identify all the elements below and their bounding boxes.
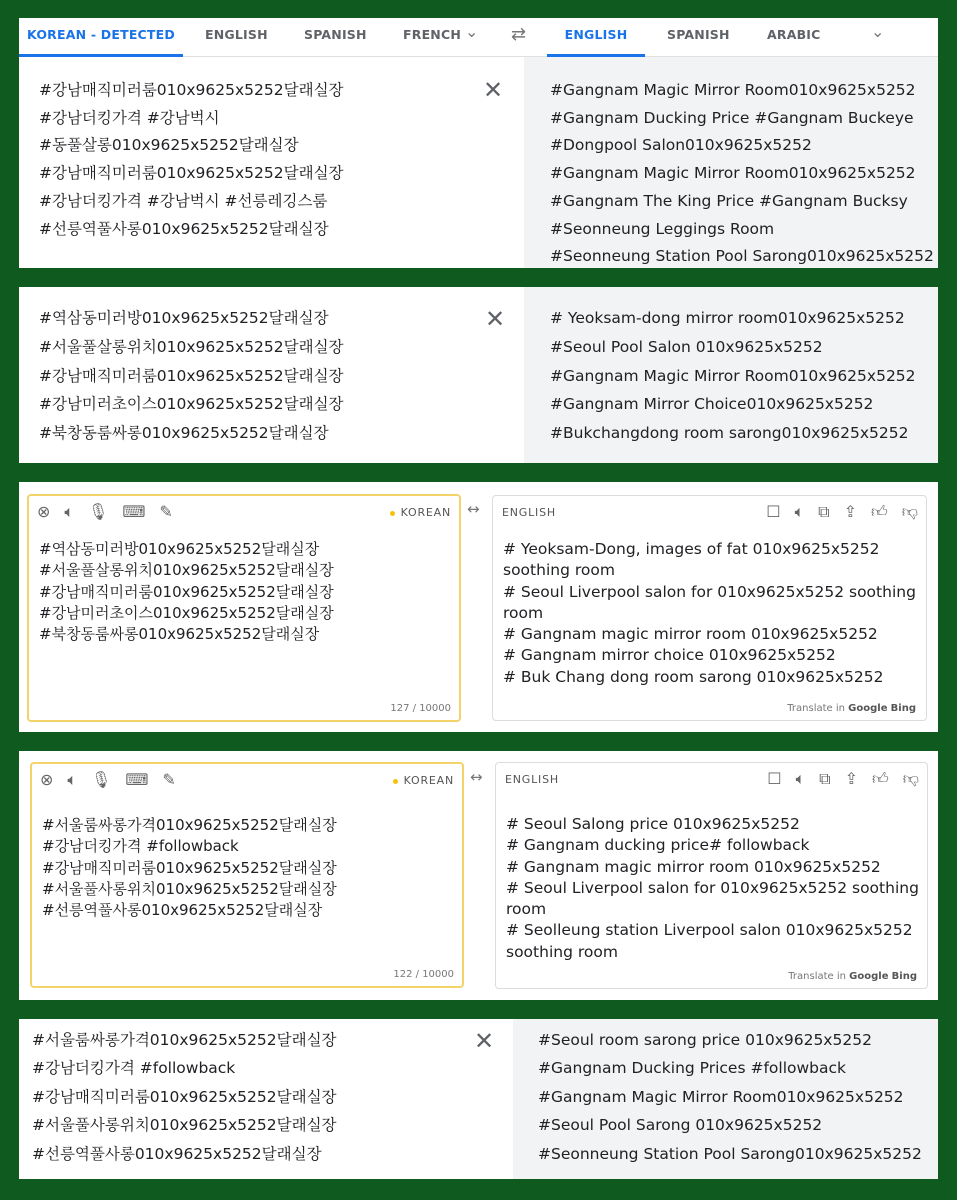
translation-line: #Seoul Pool Sarong 010x9625x5252 xyxy=(538,1116,823,1135)
translation-line: soothing room xyxy=(506,942,618,961)
source-line: #서울풀살롱위치010x9625x5252달래실장 xyxy=(39,561,334,580)
translation-line: room xyxy=(506,900,547,919)
translation-line: # Yeoksam-Dong, images of fat 010x9625x5252 xyxy=(503,540,880,558)
translation-line: #Gangnam The King Price #Gangnam Bucksy xyxy=(550,191,908,210)
translation-text xyxy=(550,77,934,271)
translation-line: soothing room xyxy=(503,561,615,580)
bing-link[interactable]: Bing xyxy=(890,703,916,714)
source-line: #선릉역풀사롱010x9625x5252달래실장 xyxy=(39,219,329,238)
handwriting-icon[interactable]: ✎ xyxy=(162,770,176,789)
thumbs-down-icon[interactable]: 👎︎ xyxy=(902,769,919,788)
google-translate-panel-1 xyxy=(19,18,938,268)
source-line: #서울풀사롱위치010x9625x5252달래실장 xyxy=(42,879,337,898)
translation-output-box xyxy=(495,762,928,989)
source-line: #강남더킹가격 #followback xyxy=(32,1059,236,1078)
bing-translator-panel-1 xyxy=(19,482,938,732)
translation-output-box xyxy=(492,495,927,721)
source-line: #북창동룸싸롱010x9625x5252달래실장 xyxy=(39,625,320,644)
tab-arabic-target[interactable]: ARABIC xyxy=(767,27,821,42)
clear-circle-x-icon[interactable]: ⊗ xyxy=(37,502,51,521)
translation-line: # Yeoksam-dong mirror room010x9625x5252 xyxy=(550,309,905,327)
translation-line: #Seonneung Station Pool Sarong010x9625x5252 xyxy=(538,1144,922,1163)
tab-english-target[interactable]: ENGLISH xyxy=(547,18,645,57)
source-line: #역삼동미러방010x9625x5252달래실장 xyxy=(39,540,320,558)
source-line: #강남미러초이스010x9625x5252달래실장 xyxy=(39,603,334,622)
source-more-languages-chevron-icon[interactable]: ⌄ xyxy=(465,22,479,41)
share-icon[interactable]: ⇪ xyxy=(843,502,858,521)
translation-line: # Gangnam magic mirror room 010x9625x5252 xyxy=(506,857,881,876)
swap-arrow-icon[interactable]: ↔ xyxy=(470,768,483,786)
source-line: #강남매직미러룸010x9625x5252달래실장 xyxy=(32,1087,337,1106)
keyboard-icon[interactable]: ⌨ xyxy=(125,770,149,789)
source-language-text: KOREAN xyxy=(403,774,454,787)
translation-text xyxy=(503,539,916,688)
source-line: #역삼동미러방010x9625x5252달래실장 xyxy=(39,309,329,327)
google-link[interactable]: Google xyxy=(849,971,889,982)
translation-line: # Gangnam ducking price# followback xyxy=(506,836,810,855)
copy-icon[interactable]: ⧉ xyxy=(818,502,830,521)
bing-translator-panel-2 xyxy=(19,751,938,1000)
source-line: #강남매직미러룸010x9625x5252달래실장 xyxy=(39,366,344,385)
clear-source-close-icon[interactable]: ✕ xyxy=(474,1027,495,1055)
source-language-label[interactable] xyxy=(393,774,454,787)
translation-text xyxy=(506,814,919,963)
clear-circle-x-icon[interactable]: ⊗ xyxy=(40,770,54,789)
translate-in-links xyxy=(788,971,917,982)
source-line: #강남매직미러룸010x9625x5252달래실장 xyxy=(42,858,337,877)
translation-line: room xyxy=(503,603,544,622)
source-input-box[interactable] xyxy=(27,494,461,722)
handwriting-icon[interactable]: ✎ xyxy=(159,502,173,521)
source-line: #강남더킹가격 #강남벅시 #선릉레깅스룸 xyxy=(39,191,328,210)
source-language-label[interactable] xyxy=(390,506,451,519)
translation-line: # Seoul Salong price 010x9625x5252 xyxy=(506,815,800,833)
source-line: #선릉역풀사롱010x9625x5252달래실장 xyxy=(42,901,323,920)
copy-icon[interactable]: ⧉ xyxy=(819,769,831,788)
source-line: #강남매직미러룸010x9625x5252달래실장 xyxy=(39,582,334,601)
translation-line: #Gangnam Magic Mirror Room010x9625x5252 xyxy=(550,81,916,99)
bookmark-icon[interactable]: ☐ xyxy=(767,769,782,788)
translation-line: #Seoul Pool Salon 010x9625x5252 xyxy=(550,337,823,356)
thumbs-up-icon[interactable]: 👍︎ xyxy=(871,502,888,521)
target-toolbar xyxy=(766,502,932,522)
google-link[interactable]: Google xyxy=(848,703,888,714)
translation-line: # Seolleung station Liverpool salon 010x9625x5252 xyxy=(506,921,913,940)
source-text xyxy=(39,539,334,645)
translation-line: # Buk Chang dong room sarong 010x9625x5252 xyxy=(503,667,884,686)
source-input-box[interactable] xyxy=(30,762,464,988)
translation-line: # Gangnam magic mirror room 010x9625x5252 xyxy=(503,625,878,644)
tab-french-source[interactable]: FRENCH xyxy=(403,27,461,42)
share-icon[interactable]: ⇪ xyxy=(844,769,859,788)
clear-source-close-icon[interactable]: ✕ xyxy=(483,76,504,104)
source-toolbar xyxy=(37,502,187,522)
translation-line: #Seonneung Leggings Room xyxy=(550,219,775,238)
translation-line: # Seoul Liverpool salon for 010x9625x5252 soothing xyxy=(506,878,919,897)
bing-link[interactable]: Bing xyxy=(891,971,917,982)
character-count: 122 / 10000 xyxy=(393,969,454,980)
keyboard-icon[interactable]: ⌨ xyxy=(122,502,146,521)
tab-spanish-source[interactable]: SPANISH xyxy=(304,27,367,42)
translate-in-links xyxy=(787,703,916,714)
swap-languages-icon[interactable]: ⇄ xyxy=(511,24,527,45)
tab-english-source[interactable]: ENGLISH xyxy=(205,27,268,42)
target-more-languages-chevron-icon[interactable]: ⌄ xyxy=(871,22,885,41)
bookmark-icon[interactable]: ☐ xyxy=(766,502,781,521)
source-line: #강남미러초이스010x9625x5252달래실장 xyxy=(39,395,344,414)
clear-source-close-icon[interactable]: ✕ xyxy=(485,305,506,333)
translation-text xyxy=(538,1026,922,1168)
source-text xyxy=(42,815,337,921)
microphone-icon[interactable]: 🎙︎ xyxy=(88,502,109,521)
speaker-icon[interactable]: 🔈︎ xyxy=(794,502,805,521)
detected-dot-icon xyxy=(393,779,398,784)
detected-dot-icon xyxy=(390,511,395,516)
translation-line: #Seoul room sarong price 010x9625x5252 xyxy=(538,1031,872,1049)
google-translate-panel-3 xyxy=(19,1019,938,1179)
translation-line: # Gangnam mirror choice 010x9625x5252 xyxy=(503,646,836,665)
source-line: #강남매직미러룸010x9625x5252달래실장 xyxy=(39,81,344,99)
character-count: 127 / 10000 xyxy=(390,703,451,714)
speaker-icon[interactable]: 🔈︎ xyxy=(64,502,75,521)
source-toolbar xyxy=(40,770,190,790)
source-language-text: KOREAN xyxy=(400,506,451,519)
translation-line: #Gangnam Ducking Prices #followback xyxy=(538,1059,847,1078)
tab-korean-detected[interactable]: KOREAN - DETECTED xyxy=(19,18,183,57)
source-line: #강남더킹가격 #강남벅시 xyxy=(39,108,220,127)
source-line: #강남매직미러룸010x9625x5252달래실장 xyxy=(39,164,344,183)
translation-line: #Gangnam Mirror Choice010x9625x5252 xyxy=(550,395,874,414)
source-line: #강남더킹가격 #followback xyxy=(42,837,239,856)
tab-bar xyxy=(19,18,938,57)
source-line: #서울풀살롱위치010x9625x5252달래실장 xyxy=(39,337,344,356)
source-line: #서울풀사롱위치010x9625x5252달래실장 xyxy=(32,1116,337,1135)
translate-in-label: Translate in xyxy=(787,703,845,714)
translation-line: # Seoul Liverpool salon for 010x9625x5252 soothing xyxy=(503,582,916,601)
source-line: #서울룸싸롱가격010x9625x5252달래실장 xyxy=(32,1031,337,1049)
translation-line: #Gangnam Magic Mirror Room010x9625x5252 xyxy=(550,366,916,385)
target-toolbar xyxy=(767,769,933,789)
translation-line: #Gangnam Magic Mirror Room010x9625x5252 xyxy=(538,1087,904,1106)
source-line: #동풀살롱010x9625x5252달래실장 xyxy=(39,136,299,155)
target-language-label[interactable]: ENGLISH xyxy=(505,773,559,786)
source-line: #북창동룸싸롱010x9625x5252달래실장 xyxy=(39,424,329,443)
thumbs-up-icon[interactable]: 👍︎ xyxy=(872,769,889,788)
source-text-area[interactable] xyxy=(39,304,344,448)
thumbs-down-icon[interactable]: 👎︎ xyxy=(901,502,918,521)
swap-arrow-icon[interactable]: ↔ xyxy=(467,500,480,518)
translation-line: #Dongpool Salon010x9625x5252 xyxy=(550,136,812,155)
translation-line: #Bukchangdong room sarong010x9625x5252 xyxy=(550,424,909,443)
source-line: #서울룸싸롱가격010x9625x5252달래실장 xyxy=(42,816,337,834)
tab-spanish-target[interactable]: SPANISH xyxy=(667,27,730,42)
translation-line: #Gangnam Magic Mirror Room010x9625x5252 xyxy=(550,164,916,183)
translation-text xyxy=(550,304,916,448)
source-text-area[interactable] xyxy=(32,1026,337,1168)
speaker-icon[interactable]: 🔈︎ xyxy=(795,769,806,788)
target-language-label[interactable]: ENGLISH xyxy=(502,506,556,519)
source-text-area[interactable] xyxy=(39,77,344,243)
microphone-icon[interactable]: 🎙︎ xyxy=(91,770,112,789)
source-line: #선릉역풀사롱010x9625x5252달래실장 xyxy=(32,1144,322,1163)
google-translate-panel-2 xyxy=(19,287,938,463)
translation-line: #Seonneung Station Pool Sarong010x9625x5252 xyxy=(550,247,934,266)
translate-in-label: Translate in xyxy=(788,971,846,982)
speaker-icon[interactable]: 🔈︎ xyxy=(67,770,78,789)
translation-line: #Gangnam Ducking Price #Gangnam Buckeye xyxy=(550,108,914,127)
